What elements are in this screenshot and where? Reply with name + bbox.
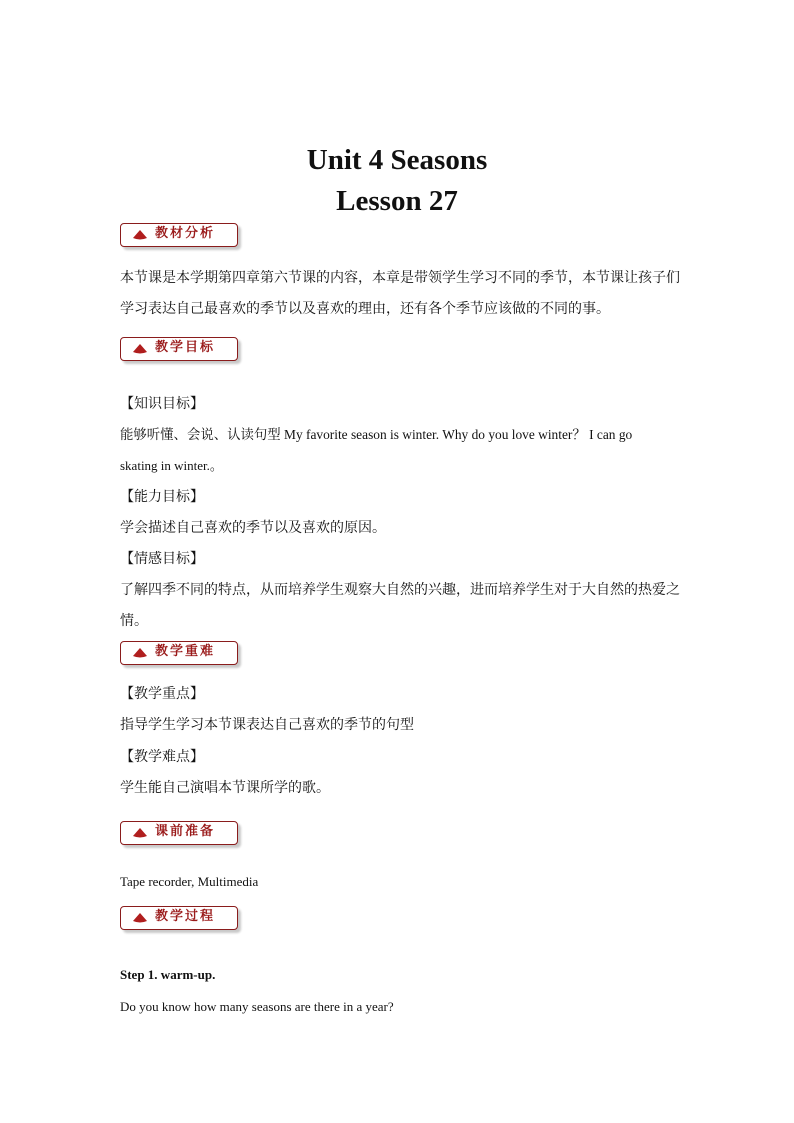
section-badge-key-points <box>120 641 244 669</box>
triangle-icon <box>133 648 147 658</box>
focus-heading: 【教学重点】 <box>120 686 204 702</box>
difficulty-heading: 【教学难点】 <box>120 749 204 765</box>
ability-heading: 【能力目标】 <box>120 489 204 505</box>
knowledge-line-1: 能够听懂、会说、认读句型 My favorite season is winter. Why do you love winter？ I can go <box>120 427 633 442</box>
difficulty-text: 学生能自己演唱本节课所学的歌。 <box>120 780 330 796</box>
step1-question: Do you know how many seasons are there in a year? <box>120 999 394 1014</box>
preparation-text: Tape recorder, Multimedia <box>120 874 259 889</box>
emotion-heading: 【情感目标】 <box>120 551 204 567</box>
triangle-icon <box>133 913 147 923</box>
section-label: 教材分析 <box>155 226 216 241</box>
section-badge-analysis <box>120 223 244 251</box>
section-badge-objectives <box>120 337 244 365</box>
triangle-icon <box>133 230 147 240</box>
analysis-line-1: 本节课是本学期第四章第六节课的内容，本章是带领学生学习不同的季节，本节课让孩子们 <box>120 270 680 286</box>
section-badge-preparation <box>120 821 244 849</box>
triangle-icon <box>133 344 147 354</box>
section-badge-process <box>120 906 244 934</box>
section-label: 教学目标 <box>155 340 216 355</box>
emotion-line-1: 了解四季不同的特点，从而培养学生观察大自然的兴趣，进而培养学生对于大自然的热爱之 <box>120 582 680 598</box>
emotion-line-2: 情。 <box>120 613 148 629</box>
step1-heading: Step 1. warm-up. <box>120 967 216 982</box>
section-label: 课前准备 <box>155 824 216 839</box>
triangle-icon <box>133 828 147 838</box>
knowledge-heading: 【知识目标】 <box>120 396 204 412</box>
section-label: 教学重难 <box>155 644 216 659</box>
document-subtitle: Lesson 27 <box>336 185 458 217</box>
section-label: 教学过程 <box>155 909 216 924</box>
focus-text: 指导学生学习本节课表达自己喜欢的季节的句型 <box>120 717 414 733</box>
document-title: Unit 4 Seasons <box>306 144 488 176</box>
ability-text: 学会描述自己喜欢的季节以及喜欢的原因。 <box>120 520 386 536</box>
analysis-line-2: 学习表达自己最喜欢的季节以及喜欢的理由，还有各个季节应该做的不同的事。 <box>120 301 610 317</box>
knowledge-line-2: skating in winter.。 <box>120 458 223 473</box>
